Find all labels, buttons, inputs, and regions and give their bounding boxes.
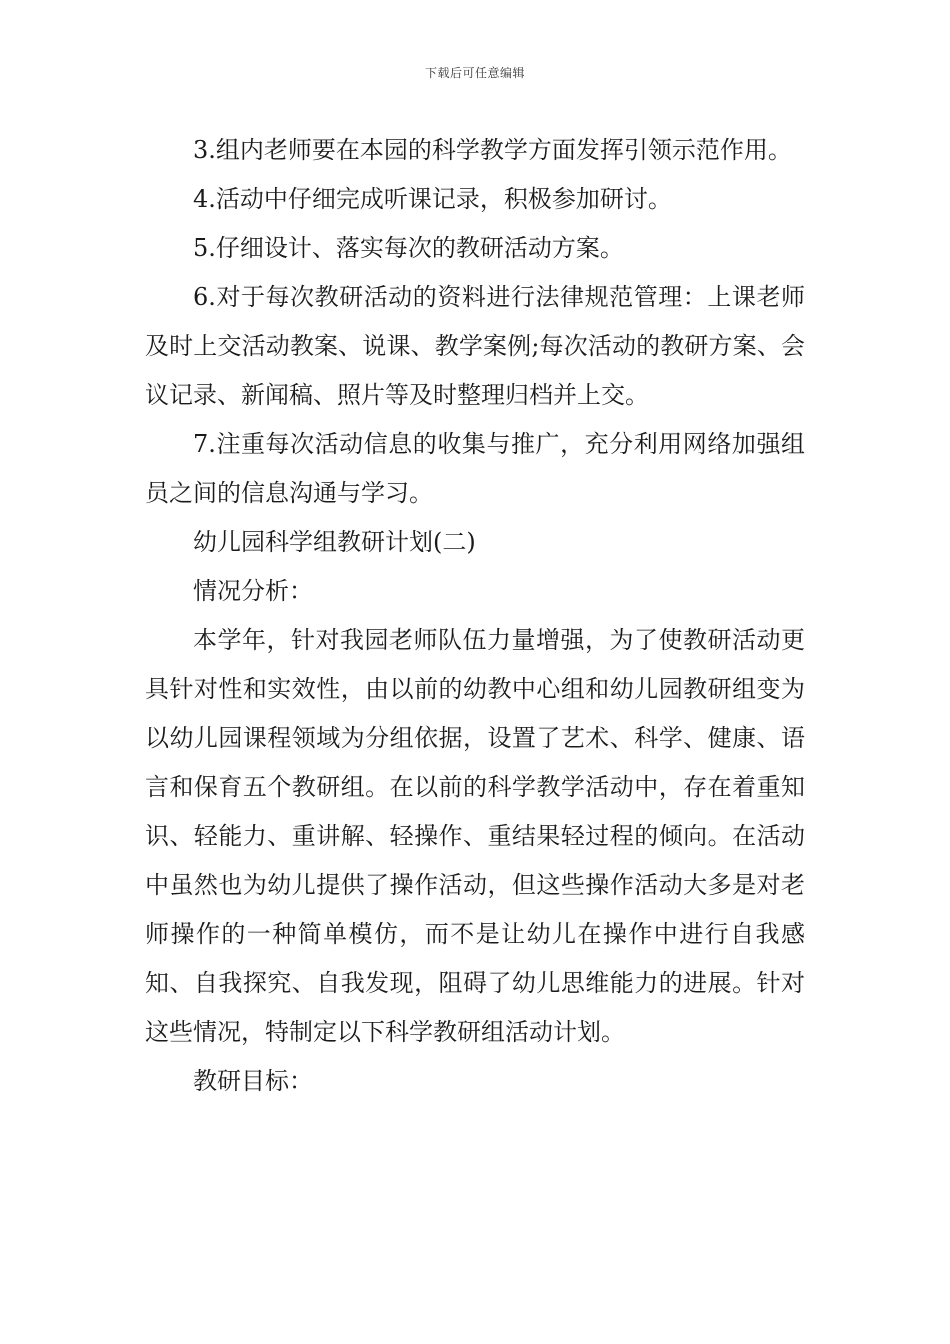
paragraph-item-6: 6.对于每次教研活动的资料进行法律规范管理：上课老师及时上交活动教案、说课、教学案例;每次活动的教研方案、会议记录、新闻稿、照片等及时整理归档并上交。 [145,283,805,409]
document-body [145,126,805,1106]
paragraph-item-4: 4.活动中仔细完成听课记录，积极参加研讨。 [193,185,672,213]
paragraph-item-3: 3.组内老师要在本园的科学教学方面发挥引领示范作用。 [193,136,792,164]
subheading-situation-analysis: 情况分析： [193,577,313,605]
paragraph-item-7: 7.注重每次活动信息的收集与推广，充分利用网络加强组员之间的信息沟通与学习。 [145,430,805,507]
header-note: 下载后可任意编辑 [424,66,525,80]
section-heading: 幼儿园科学组教研计划(二) [193,528,476,556]
subheading-research-goals: 教研目标： [193,1067,313,1095]
paragraph-item-5: 5.仔细设计、落实每次的教研活动方案。 [193,234,624,262]
paragraph-situation-analysis: 本学年，针对我园老师队伍力量增强，为了使教研活动更具针对性和实效性，由以前的幼教中心组和幼儿园教研组变为以幼儿园课程领域为分组依据，设置了艺术、科学、健康、语言和保育五个教研组。在以前的科学教学活动中，存在着重知识、轻能力、重讲解、轻操作、重结果轻过程的倾向。在活动中虽然也为幼儿提供了操作活动，但这些操作活动大多是对老师操作的一种简单模仿，而不是让幼儿在操作中进行自我感知、自我探究、自我发现，阻碍了幼儿思维能力的进展。针对这些情况，特制定以下科学教研组活动计划。 [145,626,805,1046]
